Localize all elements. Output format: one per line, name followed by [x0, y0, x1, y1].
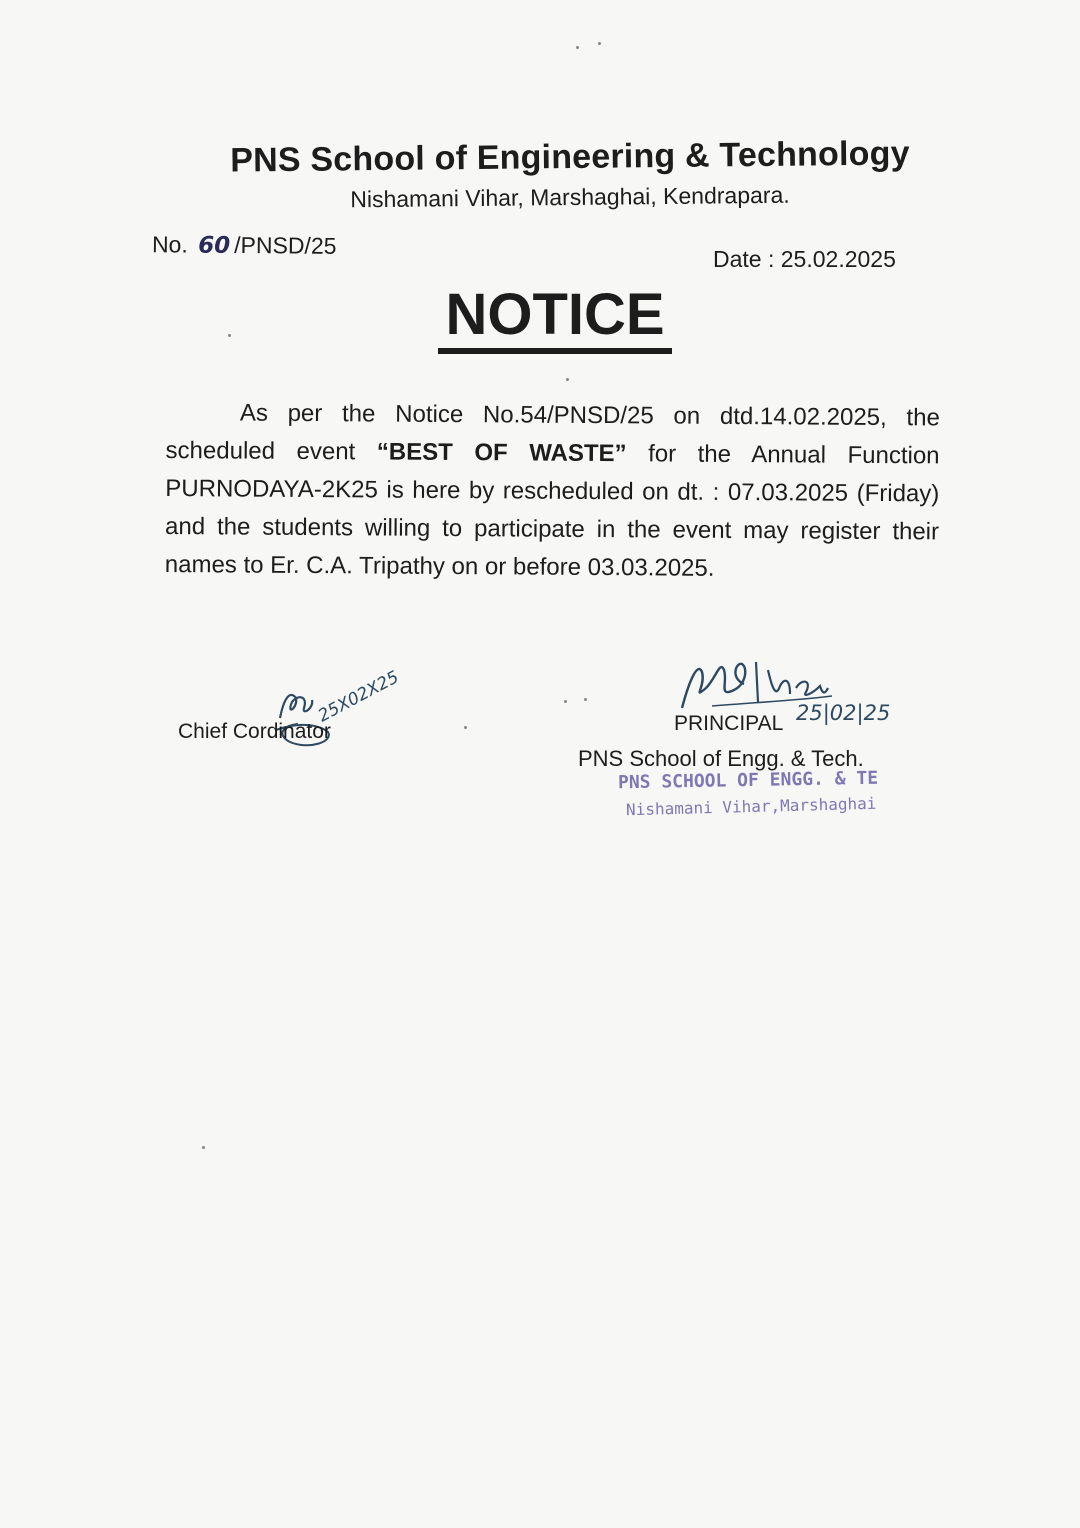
- scan-speck: [228, 334, 231, 337]
- notice-date: [713, 246, 896, 273]
- scan-speck: [576, 46, 579, 49]
- scan-speck: [564, 700, 567, 703]
- scan-speck: [202, 1146, 205, 1149]
- scan-speck: [464, 726, 467, 729]
- scan-speck: [598, 42, 601, 45]
- school-stamp-line-1: PNS SCHOOL OF ENGG. & TE: [617, 767, 879, 794]
- principal-school-name: PNS School of Engg. & Tech.: [578, 746, 864, 771]
- date-label: Date :: [713, 246, 775, 272]
- body-segment-1: As per the Notice No.54/PNSD/25 on dtd.14.02.2025, the scheduled event: [165, 399, 940, 466]
- principal-signature-date: 25|02|25: [796, 701, 891, 725]
- date-value: 25.02.2025: [780, 246, 896, 272]
- institution-address: Nishamani Vihar, Marshaghai, Kendrapara.: [350, 181, 790, 213]
- principal-label: PRINCIPAL: [674, 712, 784, 735]
- school-stamp-line-2: Nishamani Vihar,Marshaghai: [625, 793, 877, 820]
- body-segment-3: for the Annual Function PURNODAYA-2K25 is here by rescheduled on dt. : 07.03.2025 (Friday) and the students willing to participate in the event may register their names to Er. C.A. Tripathy on or before 03.03.2025.: [164, 440, 940, 582]
- notice-body: [165, 394, 940, 589]
- notice-title: NOTICE: [438, 284, 672, 354]
- event-name: “BEST OF WASTE”: [376, 438, 627, 468]
- chief-coordinator-label: Chief Cordinator: [178, 720, 331, 743]
- scan-speck: [584, 698, 587, 701]
- reference-handwritten-number: 60: [198, 232, 231, 259]
- reference-prefix: No.: [151, 231, 188, 258]
- institution-name: PNS School of Engineering & Technology: [230, 134, 910, 180]
- chief-coordinator-signature-date: 25X02X25: [314, 667, 403, 727]
- reference-number: [152, 231, 337, 260]
- scan-speck: [566, 378, 569, 381]
- reference-suffix: /PNSD/25: [234, 231, 337, 259]
